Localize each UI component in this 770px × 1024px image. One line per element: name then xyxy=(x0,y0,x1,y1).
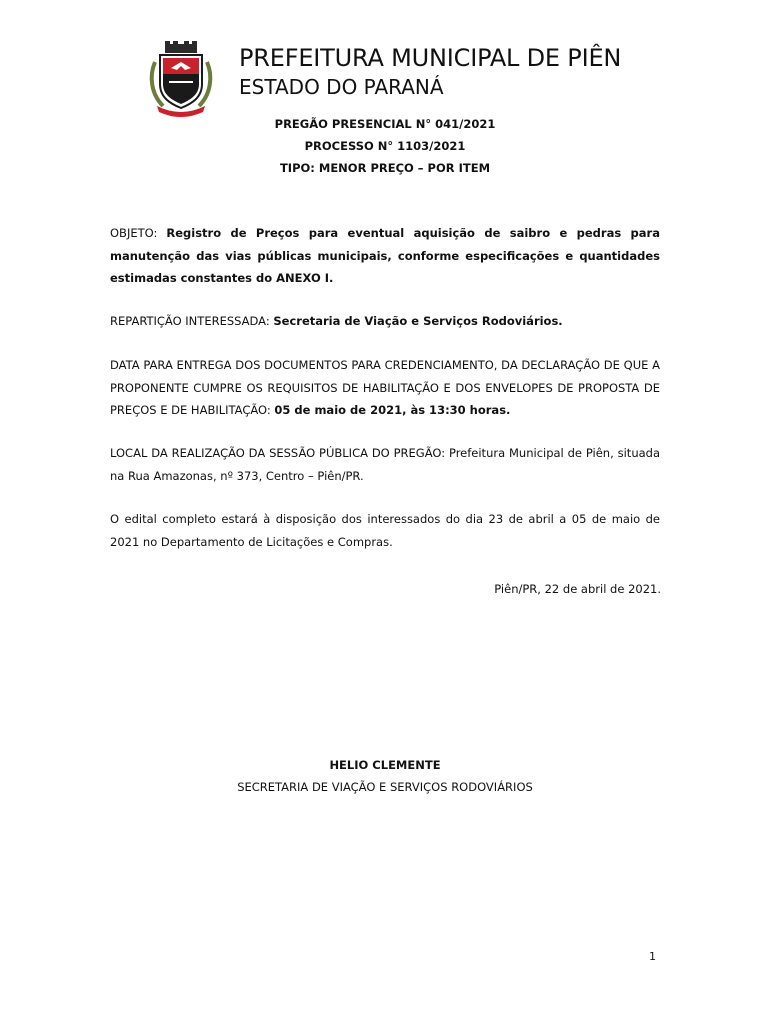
objeto-label: OBJETO: xyxy=(110,226,167,240)
municipality-title: PREFEITURA MUNICIPAL DE PIÊN xyxy=(239,44,622,72)
place-date: Piên/PR, 22 de abril de 2021. xyxy=(494,582,661,596)
coat-of-arms-icon xyxy=(147,40,215,118)
local-paragraph: LOCAL DA REALIZAÇÃO DA SESSÃO PÚBLICA DO PREGÃO: Prefeitura Municipal de Piên, situada na Rua Amazonas, nº 373, Centro – Piên/PR. xyxy=(110,446,660,483)
page-number: 1 xyxy=(649,950,656,963)
edital-paragraph: O edital completo estará à disposição dos interessados do dia 23 de abril a 05 de maio de 2021 no Departamento de Licitações e Compras. xyxy=(110,512,660,549)
processo-number: PROCESSO N° 1103/2021 xyxy=(304,139,466,153)
data-entrega-text: 05 de maio de 2021, às 13:30 horas. xyxy=(274,403,511,417)
data-entrega-label: DATA PARA ENTREGA DOS DOCUMENTOS PARA CREDENCIAMENTO, DA DECLARAÇÃO DE QUE A PROPONENTE CUMPRE OS REQUISITOS DE HABILITAÇÃO E DOS ENVELOPES DE PROPOSTA DE PREÇOS E DE HABILITAÇÃO: xyxy=(110,358,660,417)
reparticao-paragraph xyxy=(110,310,660,333)
data-entrega-paragraph xyxy=(110,354,660,422)
pregao-number: PREGÃO PRESENCIAL N° 041/2021 xyxy=(274,117,496,131)
reparticao-label: REPARTIÇÃO INTERESSADA: xyxy=(110,314,274,328)
objeto-text: Registro de Preços para eventual aquisição de saibro e pedras para manutenção das vias públicas municipais, conforme especificações e quantidades estimadas constantes do ANEXO I. xyxy=(110,226,660,285)
signatory-name: HELIO CLEMENTE xyxy=(329,758,441,772)
state-subtitle: ESTADO DO PARANÁ xyxy=(239,75,444,99)
signatory-role: SECRETARIA DE VIAÇÃO E SERVIÇOS RODOVIÁRIOS xyxy=(237,780,533,794)
reparticao-text: Secretaria de Viação e Serviços Rodoviários. xyxy=(273,314,563,328)
tipo-line: TIPO: MENOR PREÇO – POR ITEM xyxy=(279,161,491,175)
objeto-paragraph xyxy=(110,222,660,290)
